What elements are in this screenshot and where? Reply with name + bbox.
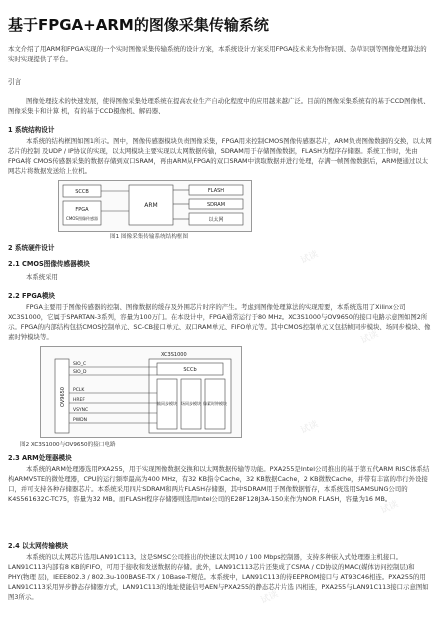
fig2-signal-vsync: VSYNC bbox=[73, 408, 89, 413]
page-title: 基于FPGA+ARM的图像采集传输系统 bbox=[8, 16, 269, 34]
watermark: 试读 bbox=[359, 329, 380, 347]
watermark: 试读 bbox=[299, 419, 320, 437]
fig2-ov9650-label: OV9650 bbox=[60, 387, 66, 407]
fig1-label-arm: ARM bbox=[144, 202, 158, 209]
section-2-3-text: 本系统的ARM处理器选用PXA255，用于实现图像数据交换和以太网数据传输等功能。PXA255是Intel公司推出的基于第五代ARM RISC体系结构ARMV5TE的微处理器，CPU的运行频率最高为400 MHz，有32 KB指令Cache，32 KB数据Cache，2 KB微数Cache，并带有丰富的串行外设接口，并可支持各种存储器芯片。本系统采用四片SDRAM和两片FLASH存储器，其中SDRAM用于图像数据暂存，本系统选用SAMSUNG公司的K4S561632C-TC75，容量为32 MB。而FLASH程序存储器则选用Intel公司的E28F128J3A-150来作为NOR FLASH，容量为16 MB。 bbox=[8, 465, 430, 503]
fig2-signal-sio-d: SIO_D bbox=[73, 370, 87, 375]
abstract: 本文介绍了用ARM和FPGA实现的一个实时图像采集传输系统的设计方案，本系统设计方案采用FPGA技术来为作物识别、杂草识别等图像处理算法的实时实现提供了平台。 bbox=[8, 45, 427, 63]
figure-1-caption: 图1 图像采集传输系统结构框图 bbox=[110, 234, 189, 240]
figure-2-caption: 图2 XC3S1000与OV9650的接口电路 bbox=[20, 442, 116, 448]
section-2-2-text: FPGA主要用于图像传感器的控制、图像数据的缓存及外围芯片时序的产生。考虑到图像处理算法的实现需要，本系统选用了Xilinx公司XC3S1000，它属于SPARTAN-3系列，容量为100万门。在本设计中，FPGA通常运行于80 MHz。XC3S1000与OV9650的接口电路示意图如图2所示。FPGA的内部结构包括CMOS控制单元、SC-CB接口单元、双口RAM单元、FIFO单元等。其中CMOS控制单元又包括帧同步模块、场同步模块、像素时钟模块等。 bbox=[8, 303, 431, 341]
fig2-signal-pclk: PCLK bbox=[73, 388, 85, 393]
figure-2-interface-diagram bbox=[40, 346, 242, 438]
section-2-3-heading: 2.3 ARM处理器模块 bbox=[8, 454, 72, 462]
section-2-4-text: 本系统的以太网芯片选用LAN91C113。这是SMSC公司推出的快速以太网10 / 100 Mbps控制器，支持多种嵌入式处理器主机接口。LAN91C113内部有8 KB的FIFO，可用于接收和发送数据的存储。此外，LAN91C113芯片还集成了CSMA / CD协议的MAC(媒体访问控制层)和PHY(物理 层)，IEEE802.3 / 802.3u-100BASE-TX / 10Base-T规范。本系统中，LAN91C113的待EEPROM接口与 AT93C46相连。PXA255的用LAN91C113采用异步静态存储器方式，LAN91C113的地址使能信号AEN与PXA255的静态芯片片选 四相连，PXA255与LAN91C113接口示意图如图3所示。 bbox=[8, 553, 429, 601]
fig2-sccb-label: SCCb bbox=[183, 367, 197, 373]
fig2-line-sync-label: 场同步模块 bbox=[181, 401, 201, 406]
watermark: 试读 bbox=[259, 589, 280, 607]
fig2-signal-pwdn: PWDN bbox=[73, 418, 87, 423]
fig2-signal-href: HREF bbox=[73, 398, 85, 403]
fig2-pixel-clock-label: 像素时钟模块 bbox=[203, 401, 227, 406]
watermark: 试读 bbox=[299, 249, 320, 267]
section-2-1-text: 本系统采用 bbox=[26, 273, 58, 281]
section-2-heading: 2 系统硬件设计 bbox=[8, 244, 55, 252]
intro-heading: 引言 bbox=[8, 78, 22, 86]
intro-paragraph: 图像处理技术的快速发展，使得图像采集处理系统在提高农业生产自动化程度中的应用越来越广泛。目前的图像采集系统有的基于CCD图像机、图像采集卡和计算 机，有的基于CCD摄像机、解码器、 bbox=[8, 97, 430, 115]
section-2-4-heading: 2.4 以太网传输模块 bbox=[8, 542, 69, 550]
fig2-top-label: XC3S1000 bbox=[161, 352, 187, 358]
fig1-label-sdram: SDRAM bbox=[206, 202, 226, 208]
figure-2-drawing bbox=[41, 347, 241, 437]
fig1-label-ethernet: 以太网 bbox=[208, 217, 224, 223]
watermark: 试读 bbox=[379, 499, 400, 517]
fig2-signal-sio-c: SIO_C bbox=[73, 362, 87, 367]
figure-1-drawing bbox=[59, 181, 251, 231]
fig1-label-cmos: CMOS图像传感器 bbox=[66, 216, 98, 221]
section-1-heading: 1 系统结构设计 bbox=[8, 126, 55, 134]
section-2-1-heading: 2.1 CMOS图像传感器模块 bbox=[8, 260, 90, 268]
fig1-label-fpga: FPGA bbox=[75, 207, 89, 213]
fig2-frame-sync-label: 帧同步模块 bbox=[157, 401, 177, 406]
fig1-label-flash: FLASH bbox=[207, 188, 225, 194]
figure-1-block-diagram bbox=[58, 180, 252, 232]
fig1-label-sccb: SCCB bbox=[75, 189, 89, 195]
section-1-text: 本系统的结构框图如图1所示。图中，图像传感器模块负责图像采集，FPGA用来控制CMOS图像传感器芯片，ARM负责图像数据的交换，以太网芯片的控制 及UDP / IP协议的实现，以太网模块主要实现以太网数据传输，SDRAM用于存储图像数据，FLASH为程序存储器。系统工作时，先由FPGA将 CMOS传感器采集的数据存储到双口SRAM，再由ARM从FPGA的双口SRAM中读取数据并进行处理，存满一帧图像数据后，ARM便通过以太 网芯片将数据发送给上位机。 bbox=[8, 137, 432, 175]
section-2-2-heading: 2.2 FPGA模块 bbox=[8, 292, 56, 300]
